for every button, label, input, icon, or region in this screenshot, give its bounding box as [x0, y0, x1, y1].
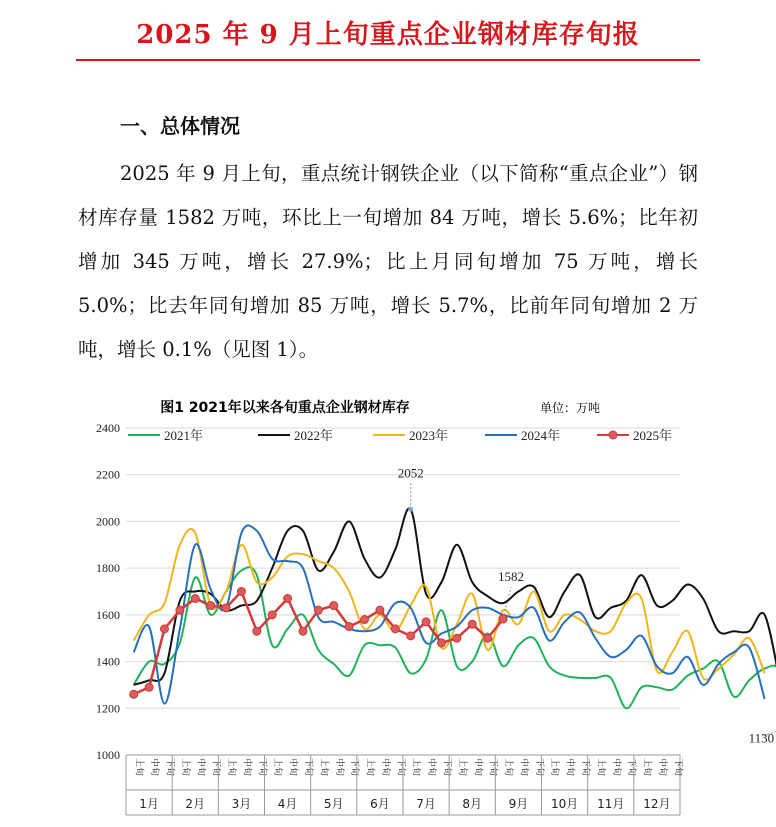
data-point [145, 683, 153, 691]
annotation-label: 1582 [498, 569, 525, 585]
x-period-label: 下旬 [349, 758, 360, 777]
data-point [191, 595, 199, 603]
chart-legend [128, 428, 672, 443]
y-tick-label: 1400 [96, 654, 120, 669]
y-tick-label: 2200 [96, 467, 120, 482]
data-point [437, 639, 445, 647]
inventory-line-chart [70, 388, 775, 818]
data-point [207, 602, 215, 610]
data-point [422, 618, 430, 626]
legend-label: 2023年 [409, 428, 449, 443]
x-period-label: 中旬 [564, 758, 575, 777]
x-period-label: 下旬 [441, 758, 452, 777]
x-period-label: 上旬 [410, 758, 421, 777]
data-point [391, 625, 399, 633]
x-period-label: 上旬 [133, 758, 144, 777]
chart-annotations [398, 465, 776, 745]
legend-label: 2024年 [521, 428, 561, 443]
section-heading: 一、总体情况 [120, 114, 240, 138]
x-period-label: 中旬 [149, 758, 160, 777]
x-month-label: 1月 [139, 797, 159, 811]
y-tick-label: 1600 [96, 607, 120, 622]
x-period-label: 中旬 [656, 758, 667, 777]
data-point [130, 690, 138, 698]
x-month-label: 2月 [185, 797, 206, 811]
data-point [453, 634, 461, 642]
x-period-label: 上旬 [226, 758, 237, 777]
x-period-label: 中旬 [610, 758, 621, 777]
data-point [376, 606, 384, 614]
data-point [314, 606, 322, 614]
x-period-label: 中旬 [426, 758, 437, 777]
data-point [268, 611, 276, 619]
x-month-label: 10月 [550, 797, 579, 811]
y-tick-label: 2000 [96, 514, 120, 529]
data-point [484, 634, 492, 642]
title-divider [76, 59, 700, 61]
x-period-label: 中旬 [241, 758, 252, 777]
chart-title: 图1 2021年以来各旬重点企业钢材库存 [160, 400, 410, 416]
x-month-label: 5月 [323, 797, 344, 811]
x-period-label: 上旬 [595, 758, 606, 777]
y-tick-label: 1800 [96, 561, 120, 576]
data-point [160, 625, 168, 633]
legend-marker [609, 431, 617, 439]
x-period-label: 下旬 [487, 758, 498, 777]
annotation-label: 2052 [397, 465, 424, 481]
data-point [237, 588, 245, 596]
x-period-label: 下旬 [395, 758, 406, 777]
y-tick-label: 2400 [96, 421, 120, 435]
x-period-label: 下旬 [626, 758, 637, 777]
x-month-label: 4月 [277, 797, 298, 811]
x-month-label: 8月 [462, 797, 483, 811]
data-point [284, 595, 292, 603]
x-period-label: 上旬 [641, 758, 652, 777]
x-month-label: 6月 [370, 797, 390, 811]
x-period-label: 下旬 [302, 758, 313, 777]
x-period-label: 下旬 [164, 758, 175, 777]
x-period-label: 中旬 [333, 758, 344, 777]
data-point [361, 616, 369, 624]
legend-label: 2022年 [294, 428, 334, 443]
x-period-label: 中旬 [195, 758, 206, 777]
chart-unit: 单位：万吨 [540, 401, 601, 415]
data-point [176, 606, 184, 614]
x-period-label: 中旬 [379, 758, 390, 777]
document-title: 2025 年 9 月上旬重点企业钢材库存旬报 [136, 20, 640, 50]
data-point [468, 620, 476, 628]
x-period-label: 上旬 [364, 758, 375, 777]
x-month-label: 11月 [597, 797, 625, 811]
x-period-label: 下旬 [256, 758, 267, 777]
data-point [222, 604, 230, 612]
summary-paragraph: 2025 年 9 月上旬，重点统计钢铁企业（以下简称“重点企业”）钢材库存量 1582 万吨，环比上一旬增加 84 万吨，增长 5.6%；比年初增加 345 万吨，增长 27.9%；比上月同旬增加 75 万吨，增长 5.0%；比去年同旬增加 85 万吨，增长 5.7%，比前年同旬增加 2 万吨，增长 0.1%（见图 1）。 [78, 162, 698, 361]
x-period-label: 上旬 [318, 758, 329, 777]
x-period-label: 中旬 [287, 758, 298, 777]
x-period-label: 中旬 [472, 758, 483, 777]
x-month-label: 7月 [416, 797, 436, 811]
x-period-label: 上旬 [503, 758, 514, 777]
legend-label: 2025年 [633, 428, 673, 443]
annotation-label: 1130 [748, 730, 775, 746]
x-month-label: 3月 [231, 797, 252, 811]
x-period-label: 下旬 [579, 758, 590, 777]
y-tick-label: 1200 [96, 701, 120, 716]
x-period-label: 上旬 [272, 758, 283, 777]
x-period-label: 下旬 [533, 758, 544, 777]
chart-series [130, 508, 776, 724]
data-point [253, 627, 261, 635]
x-period-label: 上旬 [179, 758, 190, 777]
data-point [330, 602, 338, 610]
x-period-label: 上旬 [456, 758, 467, 777]
x-month-label: 12月 [643, 797, 671, 811]
x-period-label: 下旬 [672, 758, 683, 777]
data-point [299, 627, 307, 635]
x-period-label: 中旬 [518, 758, 529, 777]
legend-label: 2021年 [164, 428, 204, 443]
data-point [407, 632, 415, 640]
data-point [345, 623, 353, 631]
annotation-point [408, 507, 413, 512]
y-tick-label: 1000 [96, 748, 120, 762]
x-period-label: 上旬 [549, 758, 560, 777]
x-period-label: 下旬 [210, 758, 221, 777]
x-month-label: 9月 [508, 797, 529, 811]
